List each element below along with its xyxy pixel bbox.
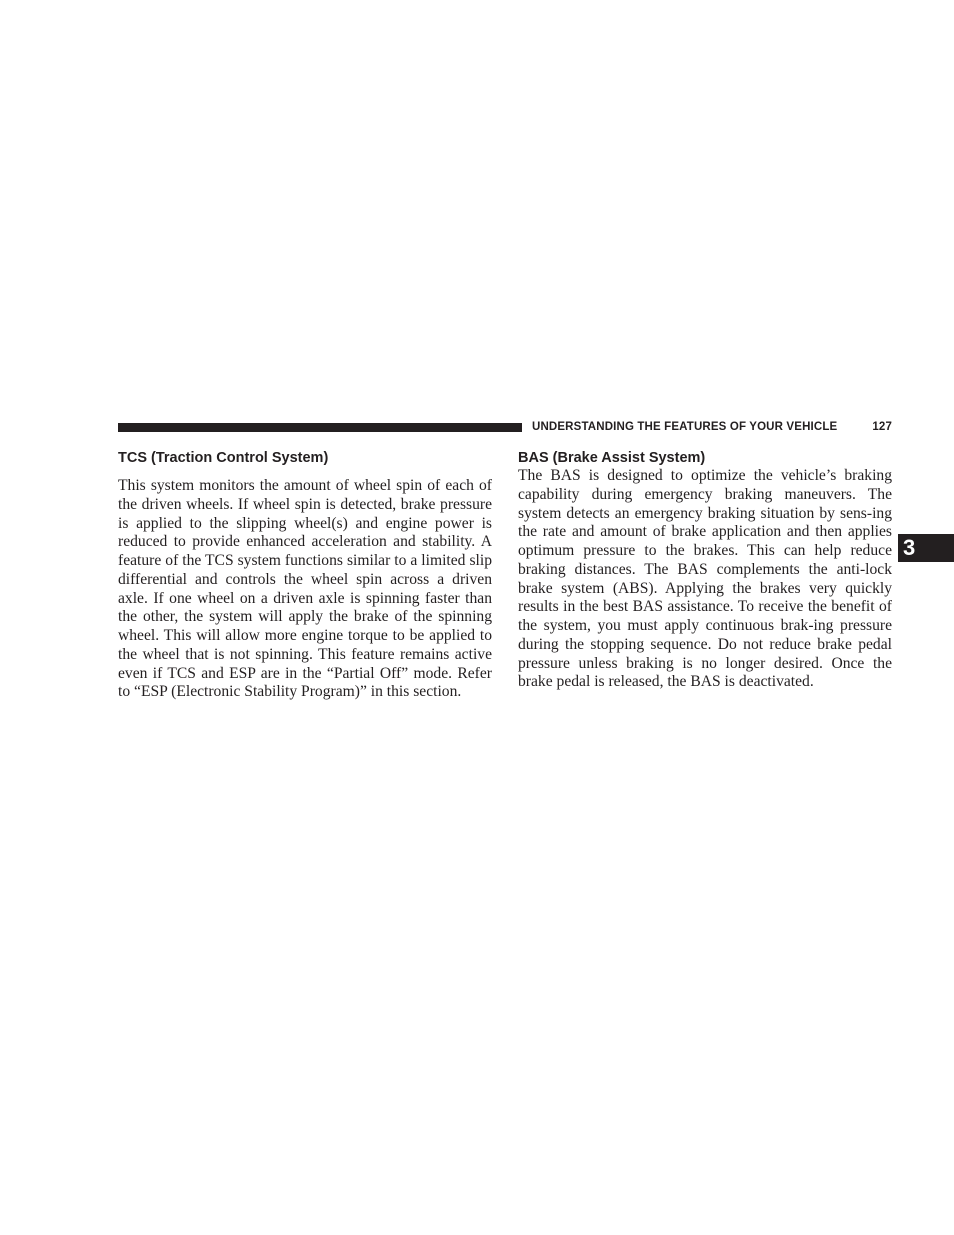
left-column (118, 449, 492, 702)
running-header (532, 420, 892, 434)
section-body-tcs: This system monitors the amount of wheel spin of each of the driven wheels. If wheel spin is detected, brake pressure is applied to the slipping wheel(s) and engine power is reduced to provide enhanced acceleration and stability. A feature of the TCS system functions similar to a limited slip differential and controls the wheel spin across a driven axle. If one wheel on a driven axle is spinning faster than the other, the system will apply the brake of the spinning wheel. This will allow more engine torque to be applied to the wheel that is not spinning. This feature remains active even if TCS and ESP are in the “Partial Off” mode. Refer to “ESP (Electronic Stability Program)” in this section. (118, 477, 492, 701)
running-title: UNDERSTANDING THE FEATURES OF YOUR VEHICLE (532, 421, 838, 433)
chapter-tab: 3 (898, 534, 954, 562)
section-title-tcs: TCS (Traction Control System) (118, 450, 329, 466)
section-body-bas: The BAS is designed to optimize the vehicle’s braking capability during emergency braking maneuvers. The system detects an emergency braking situation by sens-ing the rate and amount of brake application and then applies optimum pressure to the brakes. This can help reduce braking distances. The BAS complements the anti-lock brake system (ABS). Applying the brakes very quickly results in the best BAS assistance. To receive the benefit of the system, you must apply continuous brak-ing pressure during the stopping sequence. Do not reduce brake pedal pressure unless braking is no longer desired. Once the brake pedal is released, the BAS is deactivated. (518, 467, 892, 691)
header-rule (118, 423, 522, 432)
section-title-bas: BAS (Brake Assist System) (518, 450, 706, 466)
right-column (518, 449, 892, 692)
page-number: 127 (872, 421, 892, 433)
